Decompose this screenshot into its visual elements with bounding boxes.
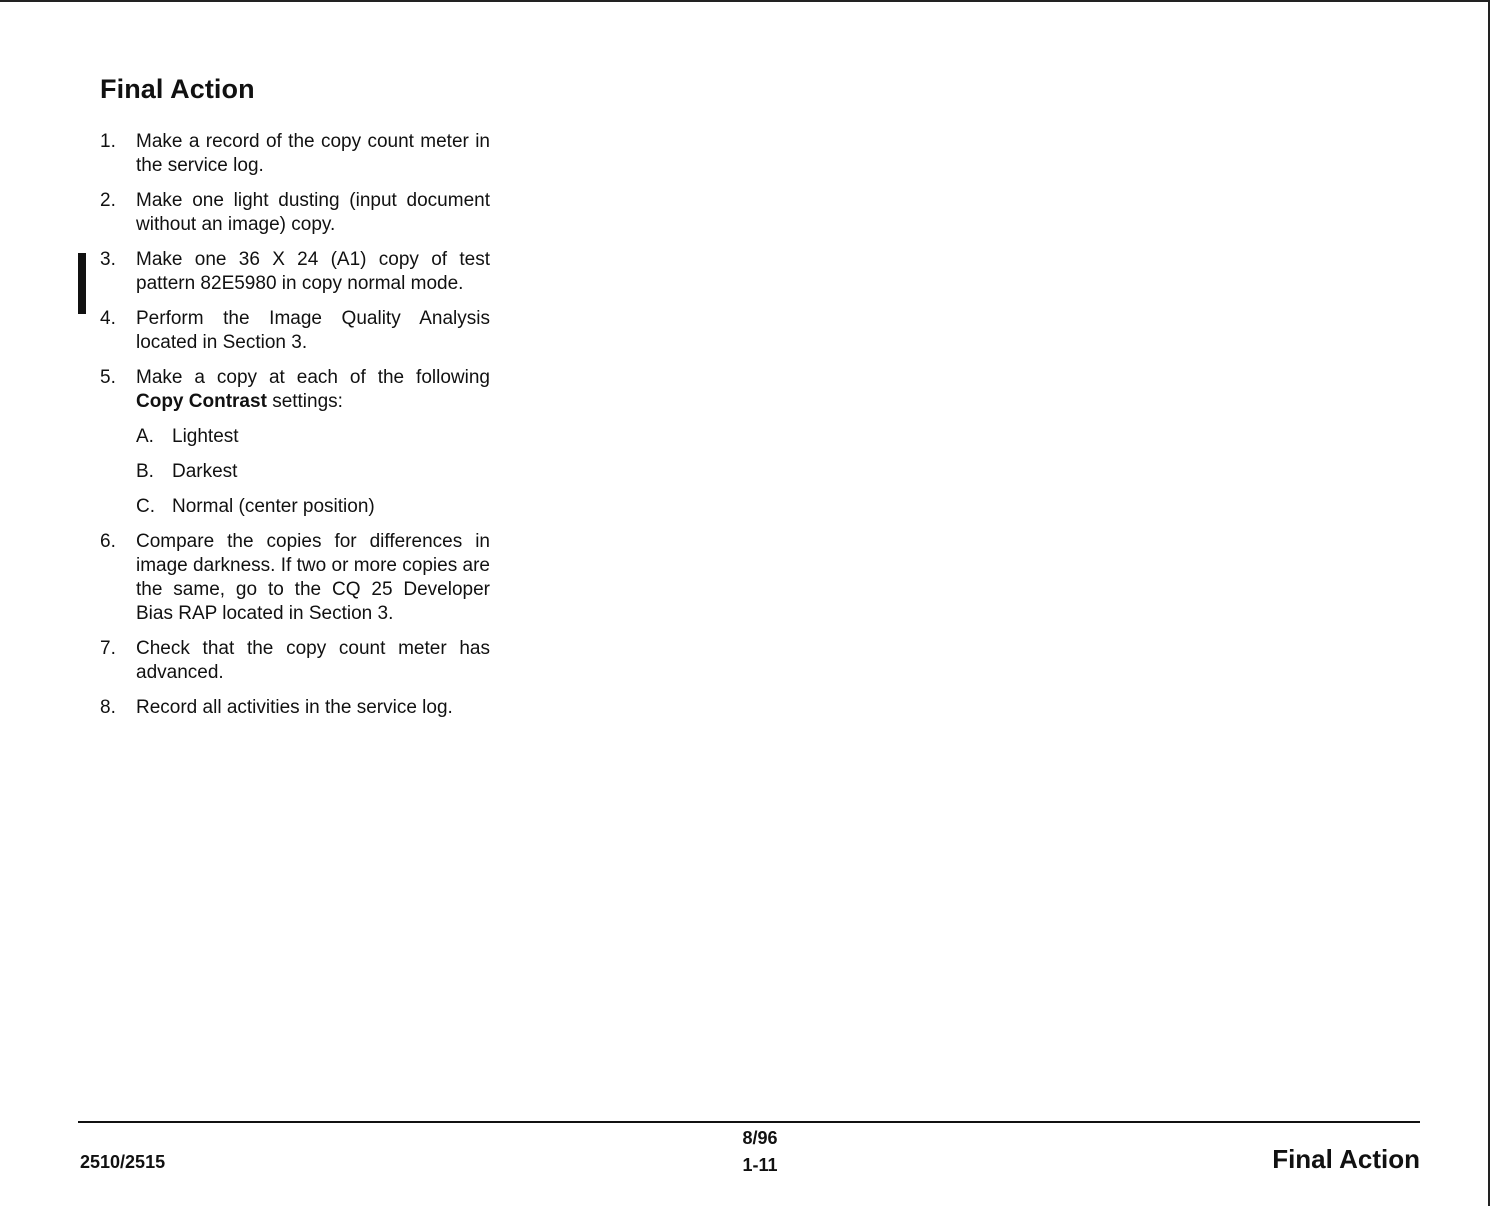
copy-contrast-term: Copy Contrast bbox=[136, 391, 267, 412]
step-item bbox=[100, 637, 490, 685]
sub-step-letter: C. bbox=[136, 496, 155, 517]
step-number: 8. bbox=[100, 697, 116, 718]
sub-step-item bbox=[136, 495, 490, 519]
step-text: Compare the copies for differences in image darkness. If two or more copies are the same, go to the CQ 25 Developer Bias RAP located in Section 3. bbox=[136, 531, 490, 624]
sub-step-letter: B. bbox=[136, 461, 154, 482]
page-title: Final Action bbox=[100, 74, 255, 104]
step-item bbox=[100, 130, 490, 178]
step-text bbox=[136, 366, 490, 414]
top-border bbox=[0, 0, 1490, 2]
step-number: 3. bbox=[100, 249, 116, 270]
sub-step-item bbox=[136, 460, 490, 484]
footer-divider bbox=[78, 1121, 1420, 1123]
step-item bbox=[100, 248, 490, 296]
step-text: Make one light dusting (input document without an image) copy. bbox=[136, 190, 490, 235]
footer-page-number: 1-11 bbox=[742, 1155, 778, 1175]
step-item bbox=[100, 189, 490, 237]
step-number: 5. bbox=[100, 367, 116, 388]
step-text: Make one 36 X 24 (A1) copy of test pattern 82E5980 in copy normal mode. bbox=[136, 249, 490, 294]
step-text-part: Make a copy at each of the following bbox=[136, 367, 490, 388]
sub-step-text: Darkest bbox=[172, 461, 238, 482]
revision-change-bar bbox=[78, 253, 86, 314]
sub-step-text: Normal (center position) bbox=[172, 496, 375, 517]
step-item bbox=[100, 366, 490, 519]
step-text: Make a record of the copy count meter in the service log. bbox=[136, 131, 490, 176]
footer-model: 2510/2515 bbox=[80, 1152, 166, 1172]
step-item bbox=[100, 307, 490, 355]
sub-step-item bbox=[136, 425, 490, 449]
step-number: 1. bbox=[100, 131, 116, 152]
step-text: Perform the Image Quality Analysis located in Section 3. bbox=[136, 308, 490, 353]
footer-section-title: Final Action bbox=[1272, 1144, 1420, 1174]
step-text: Check that the copy count meter has advanced. bbox=[136, 638, 490, 683]
step-number: 7. bbox=[100, 638, 116, 659]
step-number: 2. bbox=[100, 190, 116, 211]
step-text: Record all activities in the service log. bbox=[136, 697, 453, 718]
sub-step-letter: A. bbox=[136, 426, 154, 447]
procedure-steps bbox=[100, 130, 490, 731]
contrast-settings-list bbox=[136, 425, 490, 519]
footer-date: 8/96 bbox=[742, 1128, 778, 1148]
sub-step-text: Lightest bbox=[172, 426, 239, 447]
step-item bbox=[100, 530, 490, 626]
step-number: 6. bbox=[100, 531, 116, 552]
footer-center bbox=[700, 1125, 820, 1179]
step-item bbox=[100, 696, 490, 720]
step-text-part: settings: bbox=[272, 391, 343, 412]
step-number: 4. bbox=[100, 308, 116, 329]
